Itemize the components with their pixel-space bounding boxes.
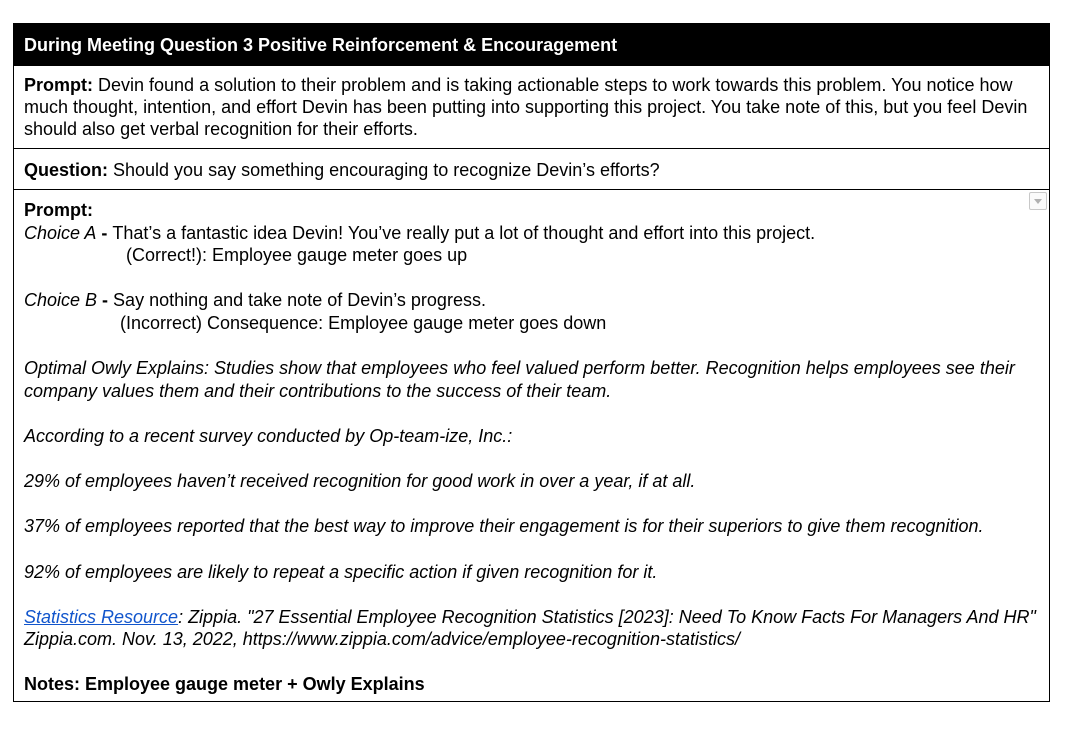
statistics-resource-link[interactable]: Statistics Resource <box>24 606 179 627</box>
prompt-row <box>14 66 1049 149</box>
stat-item: 92% of employees are likely to repeat a specific action if given recognition for it. <box>24 561 658 582</box>
choice-b-line <box>24 289 1039 312</box>
table-header <box>14 24 1049 66</box>
stat-item: 29% of employees haven’t received recognition for good work in over a year, if at all. <box>24 471 696 492</box>
choice-a-dash: - <box>96 222 113 243</box>
citation-text: : Zippia. "27 Essential Employee Recognition Statistics [2023]: Need To Know Facts For Managers And HR" Zippia.com. Nov. 13, 2022, https://www.zippia.com/advice/employee-recognition-statistics/ <box>24 606 1036 650</box>
question-table <box>13 23 1050 702</box>
survey-intro: According to a recent survey conducted by Op-team-ize, Inc.: <box>24 425 513 446</box>
choice-b-dash: - <box>97 290 114 311</box>
choice-b-text: Say nothing and take note of Devin’s progress. <box>113 290 486 311</box>
question-label: Question: <box>24 160 108 180</box>
choice-a-text: That’s a fantastic idea Devin! You’ve really put a lot of thought and effort into this project. <box>112 222 816 243</box>
choice-a-result: (Correct!): Employee gauge meter goes up <box>126 245 468 266</box>
choice-a-label: Choice A <box>24 222 97 243</box>
prompt-label: Prompt: <box>24 75 93 95</box>
stat-item: 37% of employees reported that the best way to improve their engagement is for their superiors to give them recognition. <box>24 516 984 537</box>
question-row <box>14 149 1049 190</box>
question-text: Should you say something encouraging to recognize Devin’s efforts? <box>108 160 660 180</box>
header-title: During Meeting Question 3 Positive Reinforcement & Encouragement <box>24 35 618 55</box>
choice-b-result: (Incorrect) Consequence: Employee gauge meter goes down <box>120 312 607 333</box>
owly-explains: Optimal Owly Explains: Studies show that employees who feel valued perform better. Recognition helps employees see their company values them and their contributions to the success of their team. <box>24 358 1015 401</box>
resource-citation <box>24 606 1039 651</box>
prompt-text: Devin found a solution to their problem and is taking actionable steps to work towards this problem. You notice how much thought, intention, and effort Devin has been putting into supporting this project. You take note of this, but you feel Devin should also get verbal recognition for their efforts. <box>24 75 1028 139</box>
choice-b-label: Choice B <box>24 290 98 311</box>
content-prompt-label: Prompt: <box>24 200 93 220</box>
content-row <box>14 190 1049 701</box>
choice-a-line <box>24 222 1039 245</box>
notes: Notes: Employee gauge meter + Owly Explains <box>24 674 425 695</box>
chevron-down-icon[interactable] <box>1029 192 1047 210</box>
